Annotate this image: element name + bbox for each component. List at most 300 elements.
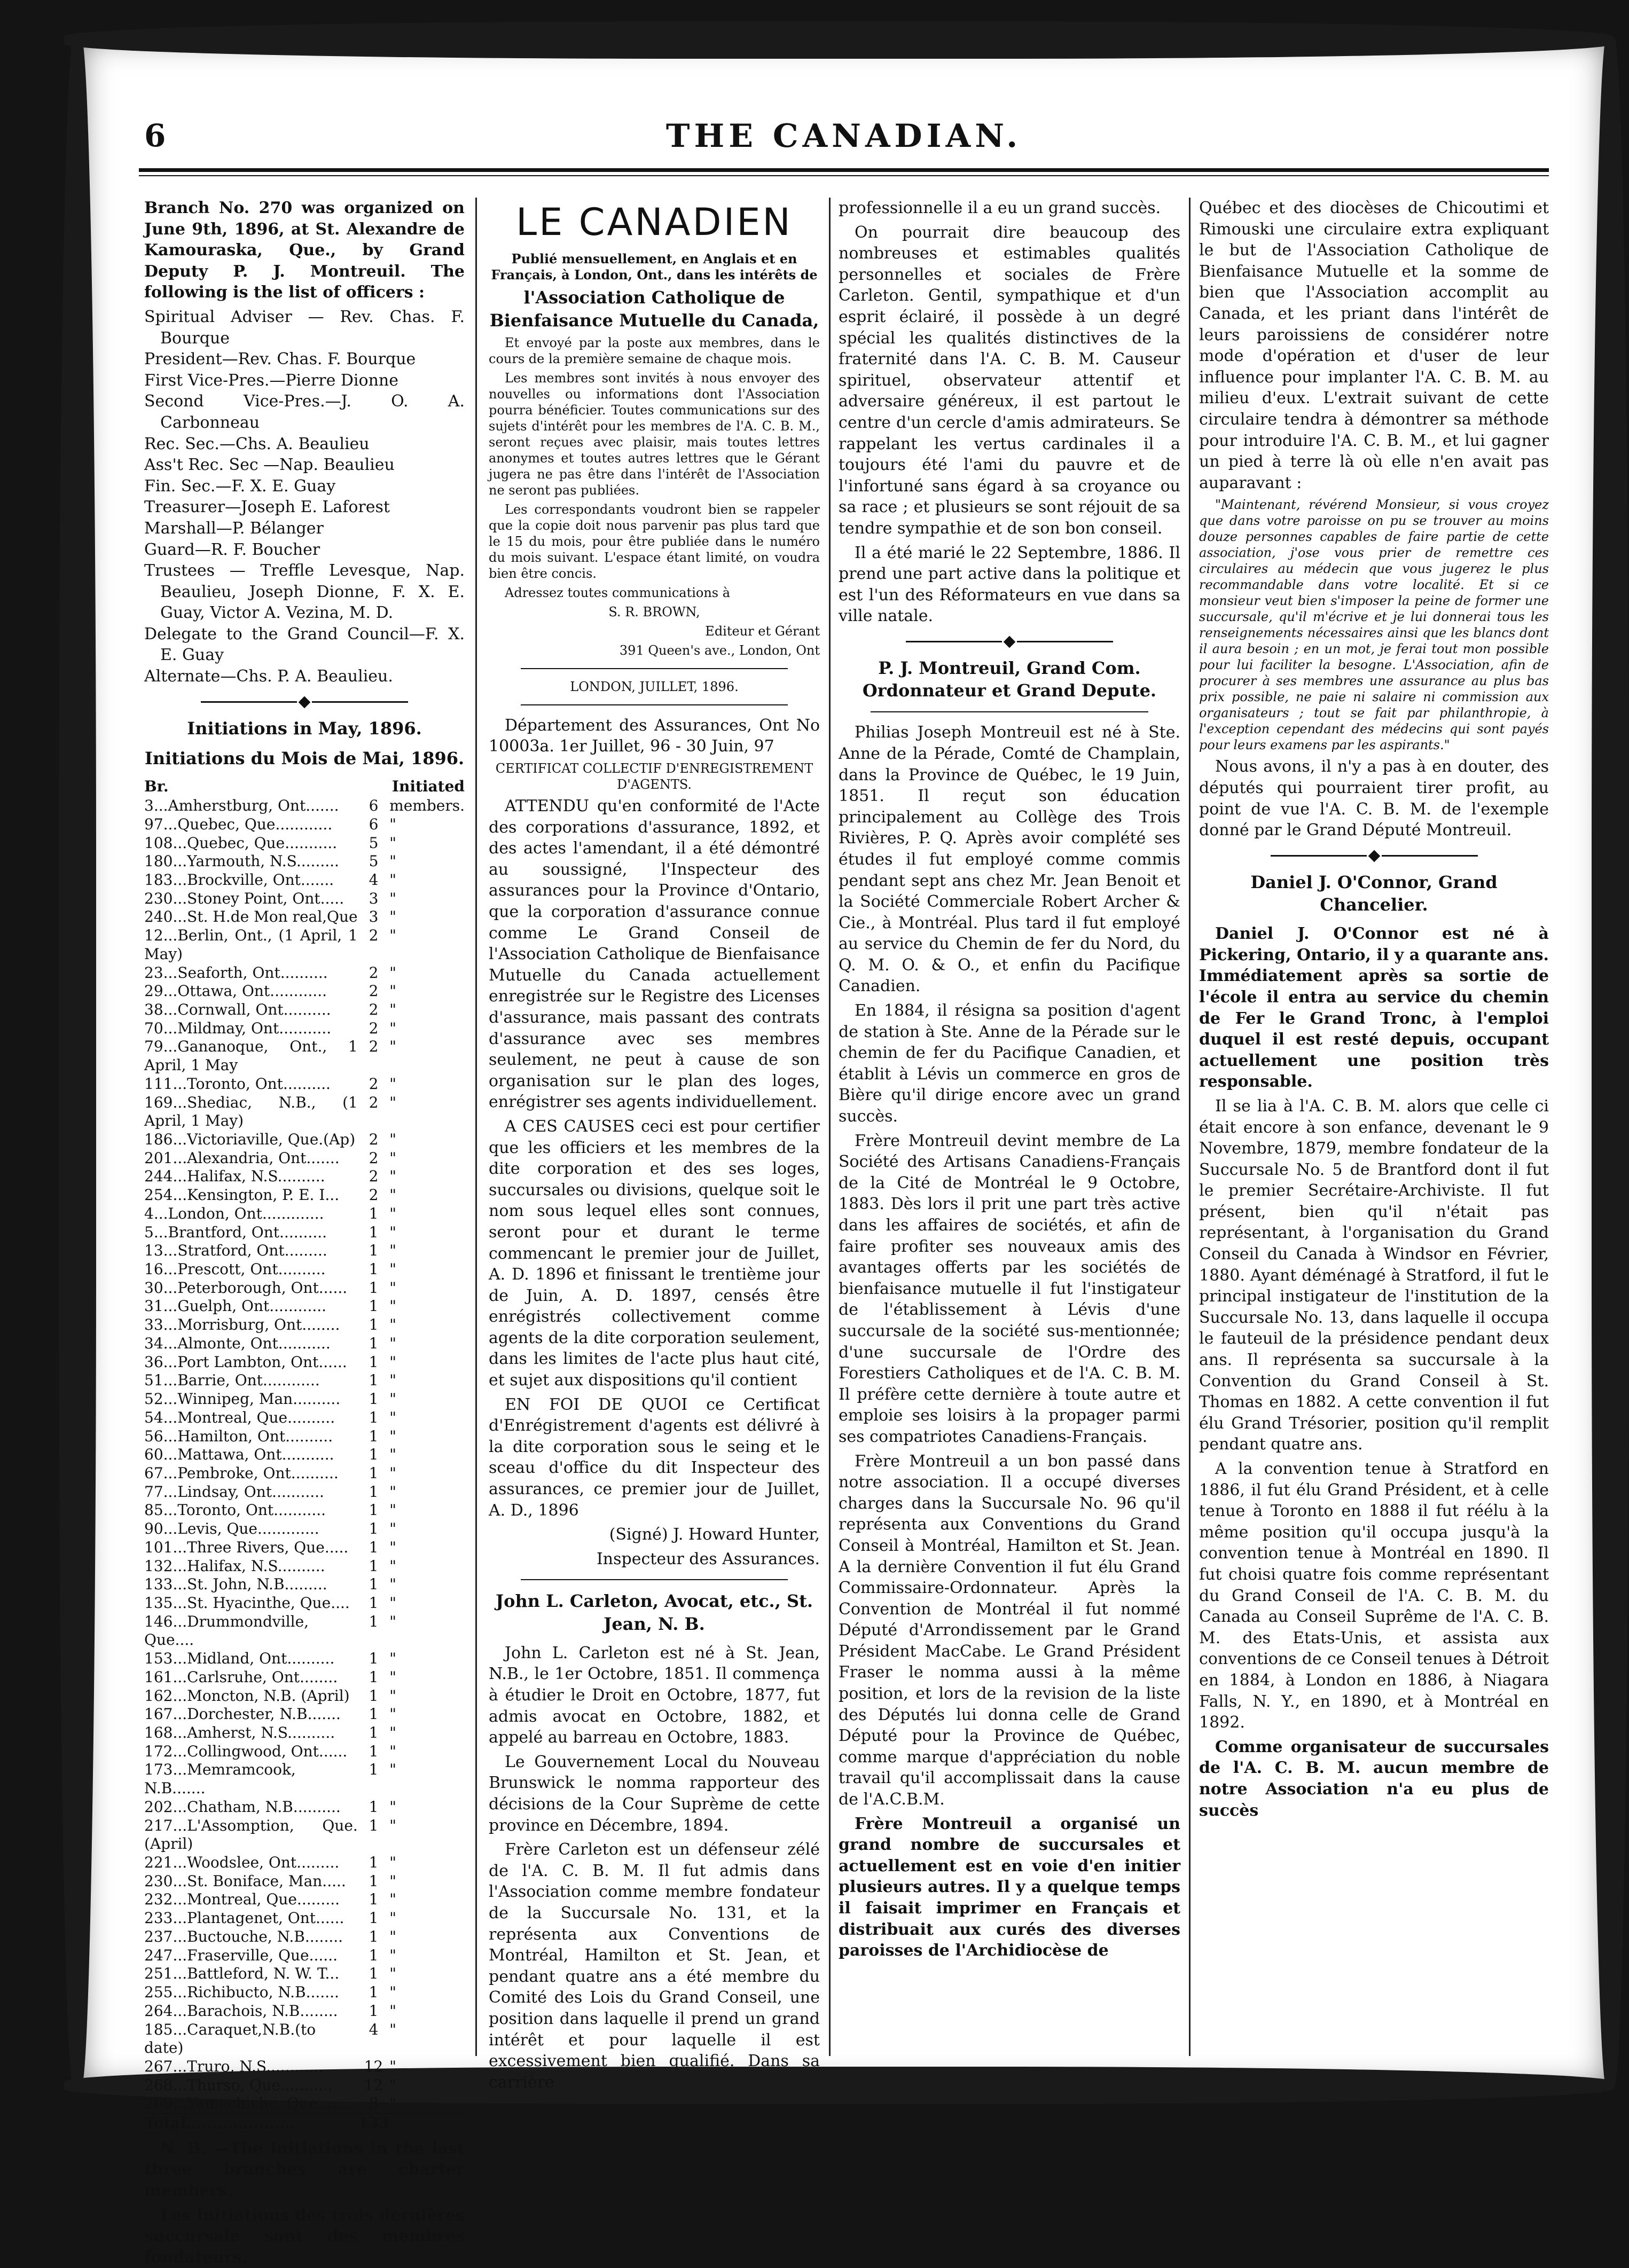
table-row [144, 2002, 465, 2021]
contributions-notice: Les membres sont invités à nous envoyer des nouvelles ou informations dont l'Association pourra bénéficier. Toutes communications sur des sujets d'intérêt pour les membres de l'A. C. B. M., seront reçues avec plaisir, mais toutes lettres anonymes et toutes autres lettres que le Gérant jugera ne pas être dans l'intérêt de l'Association ne seront pas publiées. [489, 370, 820, 498]
table-row [144, 890, 465, 908]
initiated-unit: " [389, 1650, 397, 1668]
initiated-unit: " [389, 1167, 397, 1186]
initiated-count: 1 [369, 1297, 379, 1315]
initiated-unit: " [389, 1668, 397, 1686]
column-rule-1 [475, 198, 477, 2056]
table-row [144, 1038, 465, 1074]
initiated-unit: " [389, 1297, 397, 1315]
association-name: l'Association Catholique de Bienfaisance Mutuelle du Canada, [489, 287, 819, 331]
ornament-divider [144, 698, 465, 707]
initiated-unit: " [389, 1131, 397, 1149]
column-rule-3 [1189, 198, 1191, 2056]
officer-line: Ass't Rec. Sec —Nap. Beaulieu [144, 456, 395, 475]
branch-name: 169...Shediac, N.B., (1 April, 1 May) [144, 1093, 358, 1130]
initiated-count: 1 [369, 1761, 379, 1779]
editor-title: Editeur et Gérant [705, 623, 820, 639]
carleton-paragraph: Frère Carleton est un défenseur zélé de l'A. C. B. M. Il fut admis dans l'Association comme membre fondateur de la Succursale No. 131, et la représenta aux Conventions de Montréal, Hamilton et St. Jean, et pendant quatre ans a été membre du Comité des Lois du Grand Conseil, une position dans laquelle il prend un grand intérêt et pour laquelle il est excessivement bien qualifié. Dans sa carrière [489, 1840, 820, 2092]
column-rule-2 [829, 198, 831, 2056]
initiated-unit: " [389, 815, 397, 833]
initiated-unit: " [389, 1983, 397, 2002]
certificate-signatory-title: Inspecteur des Assurances. [596, 1549, 820, 1568]
divider [521, 668, 788, 669]
divider [521, 704, 788, 705]
table-row [144, 1947, 465, 1965]
initiated-count: 1 [369, 1446, 379, 1464]
carleton-heading: John L. Carleton, Avocat, etc., St. Jean, N. B. [495, 1591, 813, 1634]
branch-name: 167...Dorchester, N.B....... [144, 1705, 341, 1723]
table-row [144, 1854, 465, 1872]
initiations-title-en: Initiations in May, 1896. [187, 718, 422, 739]
initiated-count: 2 [369, 1038, 379, 1056]
initiated-count: 2 [369, 963, 379, 982]
branch-name: 251...Battleford, N. W. T... [144, 1965, 340, 1983]
initiated-unit: " [389, 1482, 397, 1501]
table-row [144, 2021, 465, 2058]
table-row [144, 908, 465, 927]
initiated-unit: " [389, 1927, 397, 1945]
table-row [144, 1371, 465, 1390]
initiated-count: 5 [369, 852, 379, 870]
initiated-count: 1 [369, 1724, 379, 1742]
initiated-count: 12 [364, 2057, 383, 2075]
branch-name: 173...Memramcook, N.B....... [144, 1761, 296, 1798]
initiated-count: 1 [369, 1427, 379, 1445]
column-2 [489, 198, 820, 2092]
branch-name: 51...Barrie, Ont............ [144, 1371, 320, 1390]
officer-line: Guard—R. F. Boucher [144, 540, 320, 559]
column-1 [144, 198, 465, 2267]
initiated-count: 1 [369, 1408, 379, 1426]
initiated-unit: " [389, 889, 397, 907]
branch-name: 221...Woodslee, Ont......... [144, 1854, 340, 1872]
table-row [144, 1928, 465, 1947]
table-row [144, 1575, 465, 1594]
branch-name: 34...Almonte, Ont........... [144, 1334, 331, 1352]
initiated-unit: " [389, 1612, 397, 1630]
initiated-count: 1 [369, 1316, 379, 1334]
initiated-count: 8 [369, 2094, 379, 2113]
note-fr: Les initiations des trois dernières succursale sont des membres fondateurs. [144, 2206, 465, 2267]
branch-name: 23...Seaforth, Ont.......... [144, 963, 328, 982]
initiated-count: 2 [369, 1149, 379, 1167]
table-row [144, 1594, 465, 1613]
ornament-divider [839, 638, 1180, 646]
initiated-unit: " [389, 1557, 397, 1575]
branch-name: 269...Yamachiche, Que....... [144, 2094, 351, 2113]
initiated-unit: " [389, 1501, 397, 1519]
table-row [144, 1390, 465, 1409]
scan-edge-right [1592, 37, 1629, 2088]
branch-name: 77...Lindsay, Ont........... [144, 1482, 324, 1501]
table-row [144, 871, 465, 890]
initiated-count: 2 [369, 1093, 379, 1111]
masthead-subtitle: Publié mensuellement, en Anglais et en Français, à London, Ont., dans les intérêts de [491, 251, 818, 283]
initiated-unit: " [389, 1742, 397, 1760]
officer-line: Marshall—P. Bélanger [144, 519, 324, 538]
table-row [144, 1798, 465, 1817]
table-row [144, 1520, 465, 1539]
initiated-unit: " [389, 963, 397, 982]
initiated-unit: " [389, 1390, 397, 1408]
table-row [144, 1464, 465, 1483]
initiated-unit: " [389, 1204, 397, 1222]
oconnor-paragraph: Il se lia à l'A. C. B. M. alors que celle ci était encore à son enfance, devenant le 9 Novembre, 1879, membre fondateur de la Succursale No. 5 de Brantford dont il fut le premier Secrétaire-Archiviste. Il fut présent, bien qu'il n'était pas représentant, à l'organisation du Grand Conseil du Canada à Windsor en Février, 1880. Ayant déménagé à Stratford, il fut le principal instigateur de l'institution de la Succursale No. 13, dans laquelle il occupa le fauteuil de la présidence pendant deux ans. Il représenta sa succursale à la Convention du Grand Conseil à St. Thomas en 1882. A cette convention il fut élu Grand Trésorier, position qu'il remplit pendant quatre ans. [1199, 1096, 1549, 1454]
branch-name: 52...Winnipeg, Man.......... [144, 1390, 341, 1408]
table-row [144, 1149, 465, 1168]
initiated-count: 12 [364, 2076, 383, 2094]
initiated-count: 1 [369, 1482, 379, 1501]
divider [871, 711, 1148, 712]
montreuil-paragraph: Frère Montreuil a organisé un grand nombre de succursales et actuellement est en voie d'en initier plusieurs autres. Il y a quelque temps il faisait imprimer en Français et distribuait aux curés des diverses paroisses de l'Archidiocèse de [839, 1814, 1180, 1960]
table-row [144, 964, 465, 983]
montreuil-closing: Nous avons, il n'y a pas à en douter, des députés qui pourraient tirer profit, au point de vue l'A. C. B. M. de l'exemple donné par le Grand Député Montreuil. [1199, 757, 1549, 840]
initiated-unit: " [389, 1965, 397, 1983]
branch-name: 111...Toronto, Ont.......... [144, 1074, 331, 1093]
header-rule-thin [139, 175, 1549, 176]
montreuil-paragraph: En 1884, il résigna sa position d'agent de station à Ste. Anne de la Pérade sur le chemin de fer du Pacifique Canadien, et établit à Lévis un commerce en gros de Bière qu'il dirige encore avec un grand succès. [839, 1001, 1180, 1126]
initiated-unit: members. [389, 797, 465, 815]
branch-name: 33...Morrisburg, Ont........ [144, 1316, 340, 1334]
branch-name: 267...Truro, N.S............ [144, 2057, 323, 2075]
table-row [144, 1223, 465, 1242]
newspaper-page [80, 37, 1608, 2267]
carleton-paragraph: John L. Carleton est né à St. Jean, N.B., le 1er Octobre, 1851. Il commença à étudier le Droit en Octobre, 1877, fut admis avocat en Octobre, 1882, et appelé au barreau en Octobre, 1883. [489, 1643, 820, 1747]
table-row [144, 815, 465, 834]
total-value: 133 [358, 2114, 389, 2132]
table-row [144, 1983, 465, 2002]
table-row [144, 1335, 465, 1353]
branch-name: 29...Ottawa, Ont............ [144, 982, 327, 1000]
scan-edge-left [59, 37, 96, 2088]
table-row [144, 1167, 465, 1186]
table-row [144, 1094, 465, 1131]
table-row [144, 1557, 465, 1576]
branch-name: 97...Quebec, Que............ [144, 815, 333, 833]
branch-name: 3...Amherstburg, Ont....... [144, 797, 339, 815]
oconnor-paragraph: Daniel J. O'Connor est né à Pickering, Ontario, il y a quarante ans. Immédiatement après sa sortie de l'école il entra au service du chemin de Fer le Grand Tronc, à l'emploi duquel il est resté depuis, occupant actuellement une position très responsable. [1199, 924, 1549, 1092]
carleton-paragraph: On pourrait dire beaucoup des nombreuses et estimables qualités personnelles et sociales de Frère Carleton. Gentil, sympathique et d'un esprit éclairé, il possède à un degré spécial les qualités distinctives de la fraternité dans l'A. C. B. M. Causeur spirituel, observateur attentif et adversaire généreux, il est partout le centre d'un cercle d'amis admirateurs. Se rappelant les vertus cardinales il a toujours été l'ami du pauvre et de l'infortuné sans égard à sa croyance ou sa race ; et plusieurs se sont réjouit de sa tendre sympathie et de son bon conseil. [839, 223, 1180, 538]
branch-name: 67...Pembroke, Ont.......... [144, 1464, 339, 1482]
initiated-unit: " [389, 1038, 397, 1056]
circular-quote: "Maintenant, révérend Monsieur, si vous croyez que dans votre paroisse on pu se trouver au moins douze personnes capables de faire partie de cette association, j'ose vous prier de remettre ces circulaires au médecin que vous jugerez le plus recommandable dans votre localité. Et si ce monsieur veut bien s'imposer la peine de former une succursale, qu'il m'écrive et je lui donnerai tous les renseignements nécessaires ainsi que les blancs dont il aura besoin ; en un mot, je ferai tout mon possible pour lui faciliter la besogne. L'Association, afin de procurer à ses membres une assurance au plus bas prix possible, ne paie ni salaire ni commission aux organisateurs ; tout se fait par philanthropie, à l'exception cependant des médecins qui sont payés pour leurs examens par les aspirants." [1199, 497, 1549, 753]
initiated-count: 1 [369, 1927, 379, 1945]
initiated-count: 3 [369, 889, 379, 907]
officer-line: Second Vice-Pres.—J. O. A. Carbonneau [144, 392, 465, 432]
masthead-title: LE CANADIEN [516, 200, 793, 244]
table-row [144, 1001, 465, 1019]
table-row [144, 1297, 465, 1316]
branch-name: 201...Alexandria, Ont....... [144, 1149, 340, 1167]
initiated-count: 1 [369, 2002, 379, 2020]
montreuil-continued: Québec et des diocèses de Chicoutimi et Rimouski une circulaire extra expliquant le but de l'Association Catholique de Bienfaisance Mutuelle et la somme de bien que l'Association accomplit au Canada, et les priant dans l'intérêt de leurs paroissiens de considérer notre mode d'opération et d'user de leur influence pour implanter l'A. C. B. M. au milieu d'eux. L'extrait suivant de cette circulaire tendra à démontrer sa méthode pour introduire l'A. C. B. M., et lui gagner un pied à terre là où elle n'en avait pas auparavant : [1199, 199, 1549, 492]
distribution-notice: Et envoyé par la poste aux membres, dans le cours de la première semaine de chaque mois. [489, 335, 820, 366]
initiated-count: 1 [369, 1612, 379, 1630]
initiated-unit: " [389, 1186, 397, 1204]
initiated-count: 1 [369, 1965, 379, 1983]
initiated-count: 1 [369, 1575, 379, 1594]
branch-name: 233...Plantagenet, Ont...... [144, 1909, 344, 1927]
initiated-unit: " [389, 1316, 397, 1334]
table-row [144, 834, 465, 853]
initiated-count: 1 [369, 1464, 379, 1482]
initiated-count: 1 [369, 1890, 379, 1909]
branch-name: 244...Halifax, N.S.......... [144, 1167, 325, 1186]
initiated-unit: " [389, 1223, 397, 1241]
table-row [144, 2094, 465, 2114]
table-row [144, 2058, 465, 2076]
initiated-count: 2 [369, 927, 379, 945]
certificate-causes: A CES CAUSES ceci est pour certifier que les officiers et les membres de la dite corporation et des ses loges, succursales ou divisions, quelque soit le nom sous lequel elles sont connues, seront pour et durant le terme commencant le premier jour de Juillet, A. D. 1896 et finissant le trentième jour de Juin, A. D. 1897, censés être enrégistrés collectivement comme agents de la dite corporation seulement, dans les limites de l'acte plus haut cité, et sujet aux dispositions qu'il contient [489, 1117, 820, 1390]
branch-name: 90...Levis, Que............. [144, 1520, 319, 1538]
table-row [144, 1872, 465, 1891]
initiated-count: 1 [369, 1854, 379, 1872]
branch-name: 54...Montreal, Que.......... [144, 1408, 335, 1426]
officer-line: Fin. Sec.—F. X. E. Guay [144, 476, 336, 496]
carleton-paragraph: Le Gouvernement Local du Nouveau Brunswick le nomma rapporteur des décisions de la Cour Suprème de cette province en Décembre, 1894. [489, 1752, 820, 1835]
branch-name: 56...Hamilton, Ont.......... [144, 1427, 333, 1445]
initiated-count: 1 [369, 1946, 379, 1964]
note-en: N. B. —The initiations in the last three branches are charter members. [144, 2139, 465, 2201]
branch-name: 185...Caraquet,N.B.(to date) [144, 2020, 316, 2057]
branch-name: 13...Stratford, Ont......... [144, 1242, 327, 1260]
dateline: LONDON, JUILLET, 1896. [570, 679, 739, 694]
initiated-unit: " [389, 1872, 397, 1890]
initiated-count: 1 [369, 1204, 379, 1222]
officer-line: Treasurer—Joseph E. Laforest [144, 498, 390, 517]
initiated-unit: " [389, 1909, 397, 1927]
initiated-unit: " [389, 2020, 397, 2038]
branch-name: 30...Peterborough, Ont...... [144, 1278, 348, 1297]
initiated-count: 1 [369, 1390, 379, 1408]
table-row [144, 1761, 465, 1798]
initiated-count: 1 [369, 1223, 379, 1241]
initiated-unit: " [389, 1371, 397, 1390]
officer-line: Alternate—Chs. P. A. Beaulieu. [144, 667, 393, 686]
branch-name: 36...Port Lambton, Ont...... [144, 1353, 347, 1371]
branch-name: 264...Barachois, N.B........ [144, 2002, 338, 2020]
montreuil-paragraph: Frère Montreuil devint membre de La Société des Artisans Canadiens-Français de la Cité de Montréal le 9 Octobre, 1883. Dès lors il prit une part très active dans les affaires de sociétés, et afin de faire profiter ses nouveaux amis des avantages offerts par les sociétés de bienfaisance mutuelle il fut l'instigateur de l'établissement à Lévis d'une succursale de la société sus-mentionnée; d'une succursale de l'Ordre des Forestiers Catholiques et de l'A. C. B. M. Il préfère cette dernière à toute autre et emploie ses loisirs à la propager parmi ses compatriotes Canadiens-Français. [839, 1131, 1180, 1446]
editor-name: S. R. BROWN, [608, 604, 700, 619]
officer-line: First Vice-Pres.—Pierre Dionne [144, 371, 398, 390]
officer-line: Delegate to the Grand Council—F. X. E. Guay [144, 624, 465, 665]
col-header-branch: Br. [144, 778, 169, 796]
branch-name: 240...St. H.de Mon real,Que [144, 908, 358, 926]
initiated-unit: " [389, 1446, 397, 1464]
table-row [144, 1260, 465, 1279]
initiated-unit: " [389, 1464, 397, 1482]
table-row [144, 1483, 465, 1502]
initiated-unit: " [389, 1093, 397, 1111]
branch-name: 162...Moncton, N.B. (April) [144, 1686, 350, 1705]
certificate-signature: (Signé) J. Howard Hunter, [609, 1525, 820, 1544]
branch-name: 268...Thurso, Que........... [144, 2076, 333, 2094]
column-3 [839, 198, 1180, 2056]
initiated-count: 2 [369, 1000, 379, 1018]
table-row [144, 1205, 465, 1223]
initiated-count: 1 [369, 1557, 379, 1575]
initiated-count: 1 [369, 1278, 379, 1297]
initiated-unit: " [389, 1761, 397, 1779]
initiated-count: 2 [369, 1167, 379, 1186]
officer-line: Trustees — Treffle Levesque, Nap. Beaulieu, Joseph Dionne, F. X. E. Guay, Victor A. Vezina, M. D. [144, 561, 465, 623]
initiated-count: 2 [369, 1019, 379, 1037]
initiated-count: 1 [369, 1242, 379, 1260]
branch-name: 4...London, Ont............. [144, 1204, 324, 1222]
oconnor-paragraph: A la convention tenue à Stratford en 1886, il fut élu Grand Président, et à celle tenue à Toronto en 1888 il fut réélu à la même position qu'il occupa jusqu'à la convention tenue à Montréal en 1890. Il fut choisi quatre fois comme représentant du Grand Conseil de l'A. C. B. M. du Canada au Conseil Suprême de l'A. C. B. M. des Etats-Unis, et assista aux conventions de ce Conseil tenues à Détroit en 1884, à London en 1886, à Niagara Falls, N. Y., en 1890, et à Montréal en 1892. [1199, 1459, 1549, 1732]
branch-name: 12...Berlin, Ont., (1 April, 1 May) [144, 927, 358, 963]
initiated-unit: " [389, 1000, 397, 1018]
initiated-unit: " [389, 1019, 397, 1037]
initiated-count: 3 [369, 908, 379, 926]
initiated-unit: " [389, 1575, 397, 1594]
editor-address: 391 Queen's ave., London, Ont [619, 642, 820, 658]
montreuil-heading: P. J. Montreuil, Grand Com. Ordonnateur et Grand Depute. [862, 657, 1157, 701]
branch-name: 186...Victoriaville, Que.(Ap) [144, 1131, 356, 1149]
initiated-unit: " [389, 1798, 397, 1816]
initiated-count: 1 [369, 1909, 379, 1927]
ornament-divider [1199, 852, 1549, 860]
branch-name: 172...Collingwood, Ont...... [144, 1742, 348, 1760]
branch-name: 255...Richibucto, N.B....... [144, 1983, 339, 2002]
initiated-unit: " [389, 908, 397, 926]
table-row [144, 1075, 465, 1094]
officer-line: President—Rev. Chas. F. Bourque [144, 350, 416, 369]
table-row [144, 982, 465, 1001]
table-row [144, 1316, 465, 1335]
branch-name: 230...Stoney Point, Ont..... [144, 889, 344, 907]
initiated-unit: " [389, 982, 397, 1000]
branch-name: 101...Three Rivers, Que..... [144, 1538, 349, 1556]
officer-line: Spiritual Adviser — Rev. Chas. F. Bourque [144, 307, 465, 348]
table-row [144, 1817, 465, 1854]
table-row [144, 1186, 465, 1205]
branch-name: 146...Drummondville, Que.... [144, 1612, 309, 1649]
initiated-count: 1 [369, 1705, 379, 1723]
initiated-count: 1 [369, 1650, 379, 1668]
initiated-count: 2 [369, 982, 379, 1000]
initiated-count: 1 [369, 1798, 379, 1816]
initiated-unit: " [389, 1278, 397, 1297]
table-row [144, 1242, 465, 1260]
table-row [144, 1539, 465, 1557]
initiated-unit: " [389, 1149, 397, 1167]
header-rule [139, 168, 1549, 172]
initiated-unit: " [389, 1946, 397, 1964]
column-4 [1199, 198, 1549, 2056]
branch-name: 247...Fraserville, Que...... [144, 1946, 338, 1964]
initiated-count: 2 [369, 1131, 379, 1149]
initiated-unit: " [389, 1408, 397, 1426]
initiated-unit: " [389, 1427, 397, 1445]
table-row [144, 1965, 465, 1983]
initiated-count: 2 [369, 1186, 379, 1204]
initiated-count: 1 [369, 1872, 379, 1890]
initiated-unit: " [389, 1724, 397, 1742]
branch-name: 133...St. John, N.B......... [144, 1575, 327, 1594]
branch-name: 161...Carlsruhe, Ont........ [144, 1668, 338, 1686]
initiated-unit: " [389, 1260, 397, 1278]
branch-name: 217...L'Assomption, Que. (April) [144, 1816, 358, 1853]
branch-intro: Branch No. 270 was organized on June 9th, 1896, at St. Alexandre de Kamouraska, Que., by Grand Deputy P. J. Montreuil. The following is the list of officers : [144, 199, 465, 302]
initiated-unit: " [389, 927, 397, 945]
table-row [144, 1131, 465, 1149]
branch-name: 31...Guelph, Ont............ [144, 1297, 327, 1315]
initiated-unit: " [389, 1854, 397, 1872]
initiated-unit: " [389, 1353, 397, 1371]
initiated-count: 1 [369, 1742, 379, 1760]
carleton-paragraph: Il a été marié le 22 Septembre, 1886. Il prend une part active dans la politique et est l'un des Réformateurs en vue dans sa ville natale. [839, 543, 1180, 626]
initiated-unit: " [389, 1520, 397, 1538]
table-row [144, 1501, 465, 1520]
table-row [144, 1724, 465, 1743]
address-intro: Adressez toutes communications à [505, 585, 731, 600]
initiated-unit: " [389, 1816, 397, 1834]
initiated-count: 2 [369, 1074, 379, 1093]
table-row [144, 1409, 465, 1427]
table-row [144, 1427, 465, 1446]
col-header-initiated: Initiated [391, 778, 465, 796]
initiated-count: 4 [369, 2020, 379, 2038]
department-ref: Département des Assurances, Ont No 10003a. 1er Juillet, 96 - 30 Juin, 97 [489, 716, 820, 756]
initiated-count: 1 [369, 1501, 379, 1519]
initiated-unit: " [389, 1334, 397, 1352]
table-row [144, 1019, 465, 1038]
initiated-unit: " [389, 834, 397, 852]
branch-name: 132...Halifax, N.S.......... [144, 1557, 325, 1575]
table-row [144, 1279, 465, 1298]
initiated-unit: " [389, 1594, 397, 1612]
branch-name: 254...Kensington, P. E. I... [144, 1186, 340, 1204]
branch-name: 230...St. Boniface, Man..... [144, 1872, 346, 1890]
initiated-unit: " [389, 852, 397, 870]
initiated-unit: " [389, 1242, 397, 1260]
scan-edge-top [64, 21, 1613, 59]
initiated-unit: " [389, 1890, 397, 1909]
montreuil-paragraph: Philias Joseph Montreuil est né à Ste. Anne de la Pérade, Comté de Champlain, dans la Province de Québec, le 19 Juin, 1851. Il reçut son éducation principalement au Collège des Trois Rivières, P. Q. Après avoir complété ses études il fut employé comme commis pendant sept ans chez Mr. Jean Benoit et la Société Commerciale Robert Archer & Cie., à Montréal. Plus tard il fut employé au service du Chemin de fer du Nord, du Q. M. O. & O., et enfin du Pacifique Canadien. [839, 723, 1180, 996]
certificate-attendu: ATTENDU qu'en conformité de l'Acte des corporations d'assurance, 1892, et des actes l'amendant, il a été démontré au soussigné, l'Inspecteur des assurances pour la Province d'Ontario, que la corporation d'assurance connue comme Le Grand Conseil de l'Association Catholique de Bienfaisance Mutuelle du Canada actuellement enregistrée sur le Registre des Licenses d'assurance, mais passant des contrats d'assurance avec ses membres seulement, ne peut à cause de son organisation sur le plan des loges, enrégistrer ses agents individuellement. [489, 797, 820, 1112]
initiated-unit: " [389, 870, 397, 889]
table-row [144, 1353, 465, 1372]
initiated-unit: " [389, 1686, 397, 1705]
branch-name: 38...Cornwall, Ont.......... [144, 1000, 331, 1018]
branch-name: 85...Toronto, Ont........... [144, 1501, 326, 1519]
initiations-table-header [144, 777, 465, 797]
initiated-unit: " [389, 1705, 397, 1723]
total-label: Total..................... [144, 2114, 358, 2133]
initiated-count: 1 [369, 1260, 379, 1278]
branch-name: 108...Quebec, Que........... [144, 834, 338, 852]
branch-name: 153...Midland, Ont.......... [144, 1650, 335, 1668]
officer-line: Rec. Sec.—Chs. A. Beaulieu [144, 434, 370, 453]
carleton-continued: professionnelle il a eu un grand succès. [839, 199, 1161, 217]
initiated-unit: " [389, 2094, 397, 2113]
initiated-count: 1 [369, 1816, 379, 1834]
branch-name: 79...Gananoque, Ont., 1 April, 1 May [144, 1038, 358, 1074]
certificate-title: CERTIFICAT COLLECTIF D'ENREGISTREMENT D'AGENTS. [495, 761, 813, 792]
branch-name: 70...Mildmay, Ont........... [144, 1019, 332, 1037]
branch-name: 183...Brockville, Ont....... [144, 870, 334, 889]
oconnor-heading: Daniel J. O'Connor, Grand Chancelier. [1250, 872, 1498, 915]
table-row [144, 1613, 465, 1650]
initiated-unit: " [389, 2002, 397, 2020]
initiated-count: 1 [369, 1686, 379, 1705]
initiations-title-fr: Initiations du Mois de Mai, 1896. [144, 748, 465, 768]
table-row [144, 852, 465, 871]
table-row [144, 1743, 465, 1761]
initiated-count: 6 [369, 797, 379, 815]
table-row [144, 1909, 465, 1928]
